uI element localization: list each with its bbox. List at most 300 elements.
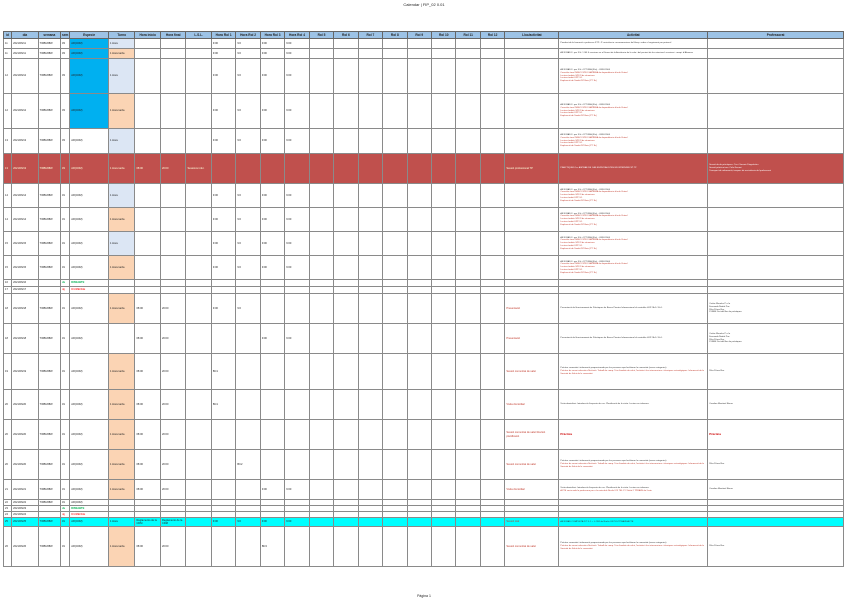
row-location [505, 129, 559, 154]
row-id: 26 [4, 527, 12, 567]
empty-cell [309, 256, 333, 280]
table-row [4, 518, 844, 527]
row-rol1: 9:00 [211, 208, 235, 232]
row-shift: 1 Hora tarda [108, 294, 135, 324]
row-speciality: AR(CDM) [70, 480, 109, 500]
table-row [4, 154, 844, 184]
table-row [4, 129, 844, 154]
row-teacher: Carolina Montinel Roure [708, 480, 844, 500]
empty-cell [432, 39, 456, 49]
empty-cell [432, 527, 456, 567]
row-rol3: 9:00 [260, 129, 284, 154]
row-date: 2021/06/18 [12, 324, 39, 354]
empty-cell [432, 287, 456, 294]
row-lsl [186, 324, 211, 354]
column-header: Turno [108, 32, 135, 39]
row-rol4: 9:00 [285, 208, 309, 232]
empty-cell [358, 208, 382, 232]
row-rol2 [236, 154, 260, 184]
row-teacher [708, 59, 844, 94]
row-lsl [186, 354, 211, 390]
column-header: día [12, 32, 39, 39]
empty-cell [432, 49, 456, 59]
row-id: 18 [4, 324, 12, 354]
empty-cell [358, 94, 382, 129]
row-week: #1 [61, 354, 70, 390]
empty-cell [309, 390, 333, 420]
row-end-time: 20:00 [160, 354, 185, 390]
row-rol3: 9:00 [260, 59, 284, 94]
row-speciality: AR(CDM) [70, 208, 109, 232]
empty-cell [456, 527, 480, 567]
row-id: 11 [4, 39, 12, 49]
empty-cell [456, 324, 480, 354]
row-rol4: 9:00 [285, 39, 309, 49]
table-row [4, 450, 844, 480]
column-header: Lloc/activitat [505, 32, 559, 39]
row-rol1: 9:00 [211, 94, 235, 129]
empty-cell [334, 256, 358, 280]
row-lsl [186, 518, 211, 527]
empty-cell [456, 184, 480, 208]
row-location [505, 49, 559, 59]
empty-cell [407, 480, 431, 500]
row-rol4 [285, 154, 309, 184]
row-week: #1 [61, 294, 70, 324]
row-teacher: Pilar Pérez Roc [708, 354, 844, 390]
row-activity: AR R RAD F: per 3 H: 4 PTONA (3/ts) - UNI:D2004 Consulta àrea INFECCIÓ/IO MATÈRIA de dependència d'aula Virtual Lectura àmbits SP8 9 de situacions Lectura àmbit UPP 3-1 Exploració de l'àmbit N7 Baix (PT 1b) [559, 184, 708, 208]
empty-cell [407, 450, 431, 480]
row-id: 19 [4, 354, 12, 390]
row-week-code: TWBU88W [38, 294, 60, 324]
empty-cell [334, 354, 358, 390]
column-header: Rol 11 [456, 32, 480, 39]
row-rol4: 9:00 [285, 129, 309, 154]
row-end-time: 20:00 [160, 480, 185, 500]
row-id: 13 [4, 154, 12, 184]
row-rol3: 9:00 [260, 94, 284, 129]
row-rol4 [285, 420, 309, 450]
row-lsl: Sessions infer. [186, 154, 211, 184]
row-speciality: AR(CDM) [70, 420, 109, 450]
row-date: 2021/06/21 [12, 480, 39, 500]
table-row [4, 49, 844, 59]
empty-cell [407, 39, 431, 49]
empty-cell [383, 129, 407, 154]
row-rol2: 9:0 [236, 256, 260, 280]
empty-cell [505, 287, 559, 294]
row-speciality: AR(CDM) [70, 527, 109, 567]
table-row [4, 527, 844, 567]
row-end-time [160, 208, 185, 232]
row-activity: Pràctica comunitat i informació proporcionada per les persones que facilitaran la comunitat (veure categories) Pràctica de servei educatiu d'Inclusió. Treball de camp: Tria d'ambits de salut, l'activitat i les intervencions i tècniques estratègiques. Informació de la Societat de Salut de la comunitat. [559, 450, 708, 480]
table-row [4, 354, 844, 390]
row-date: 2021/06/24 [12, 512, 39, 518]
row-lsl [186, 39, 211, 49]
row-lsl [186, 294, 211, 324]
row-date: 2021/06/14 [12, 208, 39, 232]
row-rol3 [260, 294, 284, 324]
row-start-time: 08:00 [135, 450, 160, 480]
row-id: 20 [4, 420, 12, 450]
row-speciality: AR(CDM) [70, 518, 109, 527]
empty-cell [334, 208, 358, 232]
page-footer: Página 1 [417, 594, 431, 598]
row-activity: AR R RAD F: per 3 H: 4 PTONA (3/ts) - UNI:D2004 Consulta àrea INFECCIÓ/IO MATÈRIA de dependència d'aula Virtual Lectura àmbits SP8 9 de situacions Lectura àmbit UPP 3-1 Exploració de l'àmbit N7 Baix (PT 1b) [559, 59, 708, 94]
row-date: 2021/06/18 [12, 294, 39, 324]
row-rol2 [236, 390, 260, 420]
empty-cell [456, 256, 480, 280]
row-activity: Visita domiciliari: Introducció d'aspecte de cas. Planificació de la visita. Lectura en informes. ACTE socio amb la professora per a la nota dels Nuclis ICF TEL P 2 Salut 2 TPRAVE de l'acte [559, 480, 708, 500]
row-shift: 1 Hora [108, 518, 135, 527]
row-week: ds [61, 280, 70, 287]
row-shift: 1 Hora tarda [108, 527, 135, 567]
row-rol4 [285, 390, 309, 420]
empty-cell [236, 280, 260, 287]
empty-cell [285, 287, 309, 294]
row-teacher [708, 518, 844, 527]
empty-cell [334, 59, 358, 94]
row-date: 2021/06/22 [12, 500, 39, 506]
empty-cell [358, 49, 382, 59]
empty-cell [334, 294, 358, 324]
row-teacher [708, 129, 844, 154]
row-id: 11 [4, 49, 12, 59]
empty-cell [186, 287, 211, 294]
table-row [4, 390, 844, 420]
empty-cell [383, 420, 407, 450]
table-row [4, 294, 844, 324]
row-lsl [186, 450, 211, 480]
empty-cell [480, 420, 504, 450]
row-lsl [186, 480, 211, 500]
row-end-time: 20:00 [160, 390, 185, 420]
row-date: 2021/06/25 [12, 518, 39, 527]
row-week-code: TWBU88W [38, 480, 60, 500]
row-speciality: DISSABTE [70, 280, 109, 287]
row-teacher [708, 184, 844, 208]
row-rol3: 9:00 [260, 518, 284, 527]
row-id: 18 [4, 294, 12, 324]
row-rol1: 9:00 [211, 232, 235, 256]
empty-cell [236, 287, 260, 294]
empty-cell [309, 480, 333, 500]
row-speciality: AR(CDM) [70, 354, 109, 390]
row-id: 25 [4, 518, 12, 527]
empty-cell [309, 154, 333, 184]
row-week-code [38, 287, 60, 294]
row-shift: 1 Hora tarda [108, 49, 135, 59]
row-activity: Visita domiciliari: Introducció d'aspecte de cas. Planificació de la visita. Lectura en informes. [559, 390, 708, 420]
empty-cell [456, 208, 480, 232]
row-location: Presentació [505, 294, 559, 324]
row-location [505, 256, 559, 280]
row-week: #3 [61, 129, 70, 154]
column-header: Hora Rol 3 [260, 32, 284, 39]
empty-cell [108, 280, 135, 287]
empty-cell [480, 518, 504, 527]
row-date: 2021/06/20 [12, 420, 39, 450]
empty-cell [358, 256, 382, 280]
row-rol1: 9:00 [211, 49, 235, 59]
row-id: 22 [4, 500, 12, 506]
row-rol1 [211, 324, 235, 354]
empty-cell [480, 450, 504, 480]
row-rol3: 9:00 [260, 184, 284, 208]
row-shift: 1 Hora tarda [108, 154, 135, 184]
empty-cell [211, 287, 235, 294]
row-rol2 [236, 354, 260, 390]
empty-cell [407, 518, 431, 527]
empty-cell [456, 280, 480, 287]
empty-cell [358, 287, 382, 294]
empty-cell [480, 49, 504, 59]
row-speciality: DIUMENGE [70, 512, 109, 518]
row-week-code: TWBU88W [38, 59, 60, 94]
row-end-time: 20:00 [160, 450, 185, 480]
row-lsl [186, 49, 211, 59]
row-rol1 [211, 450, 235, 480]
column-header: id [4, 32, 12, 39]
table-row [4, 287, 844, 294]
row-start-time [135, 59, 160, 94]
row-id: 14 [4, 208, 12, 232]
empty-cell [285, 280, 309, 287]
row-activity: AR R RAD F: per 3 H: 1 SN 4 sessions en el Servei de la Asistència de la sala i del pacient de les rotacions/ sessions i compt. d'Alumnes [559, 49, 708, 59]
row-rol2: 9:0 [236, 59, 260, 94]
table-row [4, 208, 844, 232]
row-start-time [135, 129, 160, 154]
table-row [4, 59, 844, 94]
row-activity: Presentació del funcionament de Pràctiques de Bases Pinetes Informacional al contraller H1P. 9b1 i 9 b1. [559, 324, 708, 354]
empty-cell [309, 49, 333, 59]
empty-cell [432, 518, 456, 527]
row-start-time [135, 256, 160, 280]
empty-cell [456, 94, 480, 129]
row-week: dg [61, 287, 70, 294]
row-rol1: BC1 [211, 354, 235, 390]
row-teacher: Sessió de de pràctiques. Cos i Serveis Diagnòstics Sessió pràctica trav. Ciclo Ferrovi Transport de reformació, tasques de assistència del professorat [708, 154, 844, 184]
empty-cell [358, 527, 382, 567]
empty-cell [260, 280, 284, 287]
empty-cell [309, 287, 333, 294]
row-date: 2021/06/19 [12, 354, 39, 390]
row-week: #1 [61, 527, 70, 567]
row-rol2: 9:0 [236, 208, 260, 232]
empty-cell [334, 390, 358, 420]
empty-cell [383, 518, 407, 527]
empty-cell [135, 280, 160, 287]
row-activity: Pràctica comunitat i informació proporcionada per les persones que facilitaran la comunitat (veure categories) Pràctica de servei educatiu d'Inclusió. Treball de camp: Tria d'ambits de salut, l'activitat i les intervencions i tècniques estratègiques. Informació de la Societat de Salut de la comunitat. [559, 527, 708, 567]
empty-cell [358, 154, 382, 184]
row-week: #3 [61, 59, 70, 94]
row-week: #1 [61, 256, 70, 280]
row-week-code: TWBU88W [38, 129, 60, 154]
empty-cell [383, 294, 407, 324]
empty-cell [456, 39, 480, 49]
row-week: #3 [61, 154, 70, 184]
row-rol4: 9:00 [285, 49, 309, 59]
row-rol3: 9:00 [260, 324, 284, 354]
empty-cell [186, 280, 211, 287]
row-shift: 1 Hora tarda [108, 94, 135, 129]
row-speciality: AR(CDM) [70, 256, 109, 280]
row-rol3: BC3 [260, 527, 284, 567]
row-rol3 [260, 450, 284, 480]
row-teacher: Pràctica [708, 420, 844, 450]
row-lsl [186, 527, 211, 567]
row-start-time: 08:00 [135, 324, 160, 354]
empty-cell [383, 480, 407, 500]
row-week: #1 [61, 518, 70, 527]
row-rol1 [211, 420, 235, 450]
column-header: L.S.L. [186, 32, 211, 39]
empty-cell [383, 527, 407, 567]
empty-cell [383, 59, 407, 94]
row-speciality: AR(CDM) [70, 154, 109, 184]
row-rol2: 9:0 [236, 129, 260, 154]
row-date: 2021/06/11 [12, 39, 39, 49]
row-shift: 1 Hora [108, 39, 135, 49]
empty-cell [480, 354, 504, 390]
row-rol2 [236, 324, 260, 354]
row-lsl [186, 59, 211, 94]
empty-cell [309, 232, 333, 256]
row-shift: 1 Hora tarda [108, 256, 135, 280]
empty-cell [456, 518, 480, 527]
row-date: 2021/06/15 [12, 232, 39, 256]
empty-cell [334, 280, 358, 287]
row-speciality: AR(CDM) [70, 59, 109, 94]
empty-cell [334, 94, 358, 129]
row-end-time: 20:00 [160, 420, 185, 450]
row-activity: AR R RAD F: per 3 H: 4 PTONA (3/ts) - UNI:D2004 Consulta àrea INFECCIÓ/IO MATÈRIA de dependència d'aula Virtual Lectura àmbits SP8 9 de situacions Lectura àmbit UPP 3-1 Exploració de l'àmbit N7 Baix (PT 1b) [559, 256, 708, 280]
row-rol4 [285, 527, 309, 567]
row-speciality: AR(CDM) [70, 390, 109, 420]
row-start-time: 08:00 [135, 480, 160, 500]
empty-cell [432, 129, 456, 154]
empty-cell [456, 420, 480, 450]
row-week: #1 [61, 500, 70, 506]
empty-cell [432, 232, 456, 256]
row-week: #1 [61, 232, 70, 256]
row-location: Sessió comunitat de salut [505, 354, 559, 390]
empty-cell [480, 256, 504, 280]
row-start-time [135, 39, 160, 49]
row-end-time [160, 59, 185, 94]
row-id: 16 [4, 280, 12, 287]
row-end-time: 20:00 [160, 527, 185, 567]
empty-cell [383, 184, 407, 208]
empty-cell [309, 518, 333, 527]
row-id: 14 [4, 184, 12, 208]
row-id: 12 [4, 59, 12, 94]
empty-cell [383, 390, 407, 420]
empty-cell [358, 518, 382, 527]
empty-cell [358, 59, 382, 94]
empty-cell [480, 294, 504, 324]
row-activity: AR R RAD COMPLETA 2 P 3 -1 + L.CB1 de Nuclis U3 PLS TPRAVE/ACTE [559, 518, 708, 527]
row-week-code: TWBU88W [38, 324, 60, 354]
row-end-time [160, 39, 185, 49]
row-start-time: 08:00 [135, 527, 160, 567]
row-id: 15 [4, 256, 12, 280]
empty-cell [407, 59, 431, 94]
empty-cell [432, 59, 456, 94]
row-shift: 1 Hora tarda [108, 354, 135, 390]
row-rol4: 9:00 [285, 324, 309, 354]
table-row [4, 480, 844, 500]
empty-cell [432, 280, 456, 287]
row-speciality: AR(CDM) [70, 324, 109, 354]
column-header: Hora Rol 2 [236, 32, 260, 39]
column-header: Rol 9 [407, 32, 431, 39]
row-speciality: AR(CDM) [70, 94, 109, 129]
row-start-time [135, 94, 160, 129]
empty-cell [135, 287, 160, 294]
row-week: #1 [61, 420, 70, 450]
row-location: Visita domiciliari [505, 480, 559, 500]
row-date: 2021/06/15 [12, 256, 39, 280]
empty-cell [432, 184, 456, 208]
empty-cell [456, 450, 480, 480]
row-end-time [160, 49, 185, 59]
row-rol1: 9:00 [211, 256, 235, 280]
column-header: Rol 7 [358, 32, 382, 39]
empty-cell [334, 518, 358, 527]
row-rol4: 9:00 [285, 184, 309, 208]
empty-cell [358, 184, 382, 208]
row-activity: AR R RAD F: per 3 H: 4 PTONA (3/ts) - UNI:D2004 Consulta àrea INFECCIÓ/IO MATÈRIA de dependència d'aula Virtual Lectura àmbits SP8 9 de situacions Lectura àmbit UPP 3-1 Exploració de l'àmbit N7 Baix (PT 1b) [559, 94, 708, 129]
row-rol1: 9:00 [211, 39, 235, 49]
row-date: 2021/06/20 [12, 390, 39, 420]
row-rol2: BC2 [236, 450, 260, 480]
empty-cell [358, 39, 382, 49]
empty-cell [309, 354, 333, 390]
row-id: 12 [4, 94, 12, 129]
empty-cell [309, 39, 333, 49]
empty-cell [309, 59, 333, 94]
row-teacher [708, 232, 844, 256]
empty-cell [358, 390, 382, 420]
empty-cell [309, 324, 333, 354]
row-rol4: 9:00 [285, 256, 309, 280]
empty-cell [358, 354, 382, 390]
empty-cell [407, 390, 431, 420]
row-id: 17 [4, 287, 12, 294]
document-title: Calendar | FIP_02 0.01 [403, 2, 445, 7]
empty-cell [456, 294, 480, 324]
column-header: semana [38, 32, 60, 39]
row-rol3 [260, 354, 284, 390]
row-date: 2021/06/14 [12, 184, 39, 208]
row-lsl [186, 390, 211, 420]
row-shift: 1 Hora [108, 232, 135, 256]
row-rol2 [236, 480, 260, 500]
empty-cell [407, 420, 431, 450]
row-shift: 1 Hora tarda [108, 390, 135, 420]
empty-cell [309, 294, 333, 324]
row-lsl [186, 208, 211, 232]
row-start-time: 08:00 [135, 420, 160, 450]
empty-cell [559, 280, 708, 287]
row-rol3: 9:00 [260, 232, 284, 256]
empty-cell [407, 232, 431, 256]
row-activity: Pràctica comunitat i informació proporcionada per les persones que facilitaran la comunitat (veure categories) Pràctica de servei educatiu d'Inclusió. Treball de camp: Tria d'ambits de salut, l'activitat i les intervencions i tècniques estratègiques. Informació de la Societat de Salut de la comunitat. [559, 354, 708, 390]
empty-cell [505, 280, 559, 287]
empty-cell [334, 154, 358, 184]
row-lsl [186, 420, 211, 450]
